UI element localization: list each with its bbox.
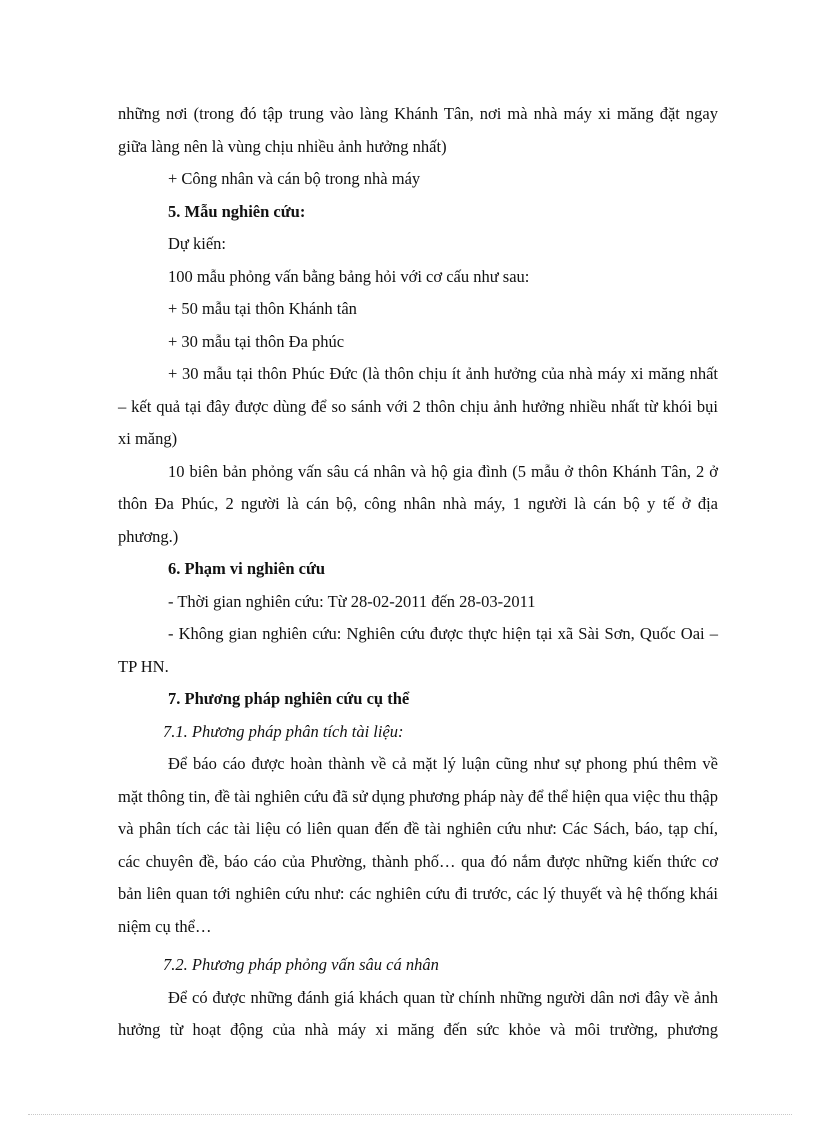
list-item-workers: + Công nhân và cán bộ trong nhà máy — [168, 169, 421, 188]
paragraph-interviews: 10 biên bản phỏng vấn sâu cá nhân và hộ gia đình (5 mẫu ở thôn Khánh Tân, 2 ở thôn Đa Phúc, 2 người là cán bộ, công nhân nhà máy, 1 người là cán bộ y tế ở địa phương.) — [118, 461, 718, 546]
subsection-heading-7-1: 7.1. Phương pháp phân tích tài liệu: — [163, 721, 404, 741]
list-item-khanh-tan: + 50 mẫu tại thôn Khánh tân — [168, 299, 357, 318]
paragraph-document-analysis: Để báo cáo được hoàn thành về cả mặt lý luận cũng như sự phong phú thêm về mặt thông tin, đề tài nghiên cứu đã sử dụng phương pháp này để thể hiện qua việc thu thập và phân tích các tài liệu có liên quan đến đề tài nghiên cứu như: Các Sách, báo, tạp chí, các chuyên đề, báo cáo của Phường, thành phố… qua đó nắm được những kiến thức cơ bản liên quan tới nghiên cứu như: các nghiên cứu đi trước, các lý thuyết và hệ thống khái niệm cụ thể… — [118, 754, 718, 936]
paragraph-in-depth-interview: Để có được những đánh giá khách quan từ chính những người dân nơi đây về ảnh hưởng từ hoạt động của nhà máy xi măng đến sức khỏe và môi trường, phương — [118, 987, 718, 1039]
paragraph-expected: Dự kiến: — [168, 234, 226, 253]
page-bottom-divider — [28, 1114, 792, 1115]
document-body — [118, 98, 718, 1047]
subsection-heading-7-2: 7.2. Phương pháp phỏng vấn sâu cá nhân — [163, 955, 439, 974]
paragraph-time-scope: - Thời gian nghiên cứu: Từ 28-02-2011 đến 28-03-2011 — [168, 591, 536, 611]
section-heading-7: 7. Phương pháp nghiên cứu cụ thể — [168, 689, 410, 708]
paragraph-sample-structure: 100 mẫu phỏng vấn bằng bảng hỏi với cơ cấu như sau: — [168, 266, 530, 286]
section-heading-5: 5. Mẫu nghiên cứu: — [168, 201, 306, 221]
list-item-da-phuc: + 30 mẫu tại thôn Đa phúc — [168, 331, 345, 351]
paragraph-space-scope: - Không gian nghiên cứu: Nghiên cứu được thực hiện tại xã Sài Sơn, Quốc Oai – TP HN. — [118, 624, 718, 676]
section-heading-6: 6. Phạm vi nghiên cứu — [168, 559, 326, 578]
list-item-phuc-duc: + 30 mẫu tại thôn Phúc Đức (là thôn chịu ít ảnh hưởng của nhà máy xi măng nhất – kết quả tại đây được dùng để so sánh với 2 thôn chịu ảnh hưởng nhiều nhất từ khói bụi xi măng) — [118, 364, 718, 448]
paragraph-continuation: những nơi (trong đó tập trung vào làng Khánh Tân, nơi mà nhà máy xi măng đặt ngay giữa làng nên là vùng chịu nhiều ảnh hưởng nhất) — [118, 104, 718, 156]
